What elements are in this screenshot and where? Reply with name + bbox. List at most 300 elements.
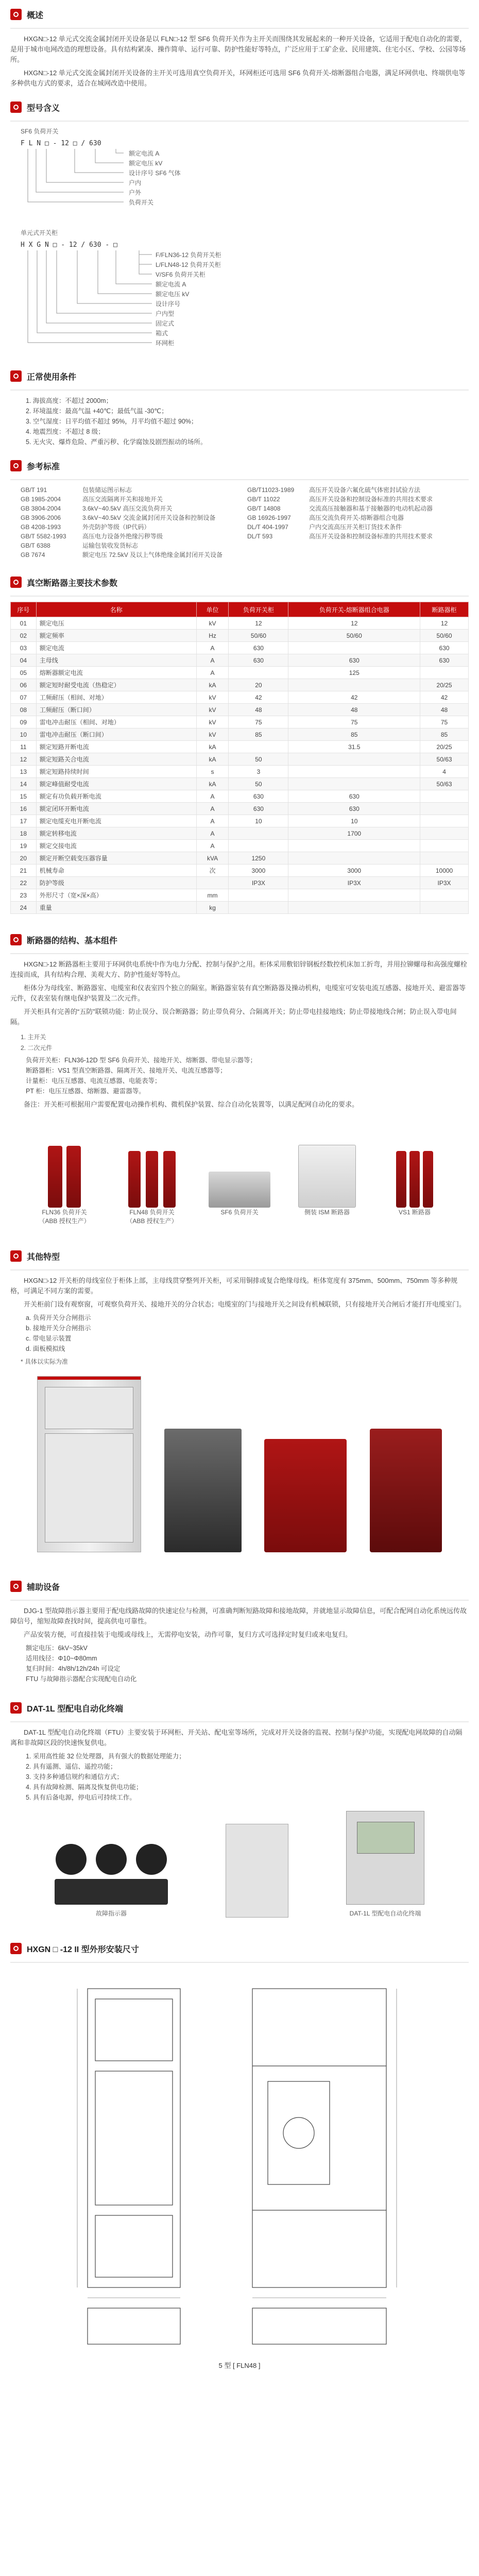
table-cell: 额定开断空载变压器容量: [36, 852, 196, 865]
standard-cell: GB/T 6388: [21, 542, 50, 549]
table-cell: 02: [11, 630, 37, 642]
table-cell: 75: [420, 716, 469, 728]
table-cell: 01: [11, 617, 37, 630]
table-row: [11, 889, 469, 902]
image-caption: DAT-1L 型配电自动化终端: [349, 1910, 421, 1917]
table-cell: 20: [11, 852, 37, 865]
table-cell: 重量: [36, 902, 196, 914]
table-cell: IP3X: [420, 877, 469, 889]
structure-item: 计量柜：电压互感器、电流互感器、电能表等；: [26, 1077, 161, 1084]
terminal-item: 4. 具有故障检测、隔离及恢复供电功能；: [26, 1784, 143, 1791]
image-caption: 故障指示器: [95, 1910, 127, 1917]
section-title: DAT-1L 型配电自动化终端: [27, 1704, 123, 1714]
table-cell: 14: [11, 778, 37, 790]
table-cell: [420, 840, 469, 852]
product-card: [113, 1125, 191, 1225]
table-cell: 630: [288, 654, 420, 667]
table-cell: 12: [229, 617, 288, 630]
table-cell: 次: [196, 865, 229, 877]
table-cell: 13: [11, 766, 37, 778]
structure-para-3: 开关柜具有完善的“五防”联锁功能：防止误分、误合断路器；防止带负荷分、合隔离开关；防止带电挂接地线；防止带接地线合闸；防止误入带电间隔。: [10, 1008, 457, 1026]
product-image: [288, 1125, 366, 1208]
table-row: [11, 766, 469, 778]
table-cell: 125: [288, 667, 420, 679]
table-cell: 额定峰值耐受电流: [36, 778, 196, 790]
model-line: 设计序号 SF6 气体: [129, 170, 181, 177]
table-cell: 50/60: [420, 630, 469, 642]
model-diagram-1: [21, 135, 469, 218]
model-line: 户外: [129, 189, 142, 196]
structure-para-2: 柜体分为母线室、断路器室、电缆室和仪表室四个独立的隔室。断路器室装有真空断路器及操动机构，电缆室可安装电流互感器、接地开关、避雷器等元件，仪表室装有继电保护装置及二次元件。: [10, 984, 466, 1002]
table-cell: s: [196, 766, 229, 778]
table-cell: 15: [11, 790, 37, 803]
special-para-1: HXGN□-12 开关柜的母线室位于柜体上部，主母线贯穿整列开关柜，可采用铜排或复合绝缘母线。柜体宽度有 375mm、500mm、750mm 等多种规格，可满足不同方案的需要。: [10, 1277, 458, 1295]
product-card: [26, 1125, 103, 1225]
table-cell: A: [196, 840, 229, 852]
standard-cell: 额定电压 72.5kV 及以上气体绝缘金属封闭开关设备: [82, 551, 223, 558]
section-tech-params: [0, 572, 479, 914]
dimension-drawing-svg: [21, 1968, 479, 2370]
special-item: d. 面板模拟线: [26, 1345, 65, 1352]
device-image: [264, 1439, 347, 1552]
table-row: [11, 877, 469, 889]
table-cell: 额定有功负载开断电流: [36, 790, 196, 803]
table-row: [11, 790, 469, 803]
terminal-para-1: DAT-1L 型配电自动化终端（FTU）主要安装于环网柜、开关站、配电室等场所，完成对开关设备的监视、控制与保护功能，实现配电网故障的自动隔离和非故障区段的快速恢复供电。: [10, 1728, 463, 1747]
section-icon: [10, 9, 22, 20]
table-cell: [420, 667, 469, 679]
table-cell: 额定电压: [36, 617, 196, 630]
table-row: [11, 840, 469, 852]
table-row: [11, 778, 469, 790]
table-row: [11, 902, 469, 914]
table-cell: [420, 803, 469, 815]
table-cell: 10: [229, 815, 288, 827]
table-cell: [229, 902, 288, 914]
table-cell: kA: [196, 679, 229, 691]
table-cell: 42: [288, 691, 420, 704]
model-line: 户内: [129, 179, 142, 187]
table-cell: kA: [196, 741, 229, 753]
section-conditions: [0, 366, 479, 447]
special-item: b. 接地开关分合闸指示: [26, 1325, 91, 1332]
model-line: V/SF6 负荷开关柜: [156, 271, 206, 278]
table-cell: 主母线: [36, 654, 196, 667]
table-cell: 50: [229, 753, 288, 766]
section-icon: [10, 1943, 22, 1954]
table-cell: 22: [11, 877, 37, 889]
table-cell: [420, 852, 469, 865]
model-line: 额定电流 A: [156, 281, 186, 288]
section-icon: [10, 1702, 22, 1714]
product-sub: （ABB 授权生产）: [126, 1217, 178, 1225]
model-subtitle-2: 单元式开关柜: [21, 229, 58, 236]
device-image: [164, 1429, 242, 1552]
standard-cell: 户内交流高压开关柜订货技术条件: [309, 523, 402, 531]
standard-cell: [309, 550, 469, 560]
model-code-1: F L N □ - 12 □ / 630: [21, 140, 101, 147]
table-cell: [420, 790, 469, 803]
table-row: [11, 704, 469, 716]
table-row: [11, 741, 469, 753]
table-cell: 630: [229, 654, 288, 667]
table-cell: 50/60: [229, 630, 288, 642]
table-cell: 20/25: [420, 679, 469, 691]
structure-item: PT 柜：电压互感器、熔断器、避雷器等。: [26, 1088, 145, 1095]
table-cell: [420, 827, 469, 840]
table-cell: 雷电冲击耐压（相间、对地）: [36, 716, 196, 728]
standard-cell: [309, 541, 469, 550]
product-gallery: [10, 1125, 469, 1225]
table-cell: kA: [196, 778, 229, 790]
product-image: [26, 1125, 103, 1208]
table-cell: A: [196, 667, 229, 679]
table-cell: 工频耐压（相间、对地）: [36, 691, 196, 704]
standard-cell: 3.6kV~40.5kV 交流金属封闭开关设备和控制设备: [82, 514, 216, 521]
table-cell: 24: [11, 902, 37, 914]
model-line: 额定电压 kV: [129, 160, 163, 167]
table-row: [11, 865, 469, 877]
section-title: 型号含义: [27, 104, 60, 113]
table-cell: kVA: [196, 852, 229, 865]
table-row: [11, 753, 469, 766]
section-icon: [10, 1250, 22, 1262]
table-cell: 48: [229, 704, 288, 716]
table-row: [11, 716, 469, 728]
product-name: 侧装 ISM 断路器: [304, 1209, 350, 1216]
product-name: FLN36 负荷开关: [42, 1209, 87, 1216]
table-cell: kV: [196, 704, 229, 716]
table-cell: IP3X: [229, 877, 288, 889]
table-cell: 额定电流: [36, 642, 196, 654]
table-cell: 50: [229, 778, 288, 790]
model-code-2: H X G N □ - 12 / 630 - □: [21, 241, 117, 249]
aux-item: 额定电压：6kV~35kV: [26, 1645, 88, 1652]
table-cell: 42: [420, 691, 469, 704]
table-cell: [229, 840, 288, 852]
special-item: a. 负荷开关分合闸指示: [26, 1314, 91, 1321]
model-line: 环网柜: [156, 340, 175, 347]
table-cell: [288, 852, 420, 865]
table-cell: 85: [288, 728, 420, 741]
table-cell: 85: [229, 728, 288, 741]
standard-cell: GB 3804-2004: [21, 505, 61, 512]
table-cell: 23: [11, 889, 37, 902]
table-cell: 42: [229, 691, 288, 704]
standard-cell: [247, 541, 304, 550]
model-diagram-2: [21, 237, 469, 361]
table-cell: 75: [229, 716, 288, 728]
section-icon: [10, 1581, 22, 1592]
aux-para-2: 产品安装方便，可直接挂装于电缆或母线上，无需停电安装，动作可靠，复归方式可选择定时复归或来电复归。: [24, 1631, 352, 1638]
table-cell: [420, 889, 469, 902]
standard-cell: GB 3906-2006: [21, 514, 61, 521]
section-icon: [10, 577, 22, 588]
table-cell: 外形尺寸（宽×深×高）: [36, 889, 196, 902]
table-cell: 85: [420, 728, 469, 741]
table-cell: 10: [288, 815, 420, 827]
table-cell: 17: [11, 815, 37, 827]
standards-grid: [21, 485, 469, 560]
drawing-caption: 5 型 [ FLN48 ]: [218, 2362, 261, 2369]
table-cell: kA: [196, 753, 229, 766]
table-header: 负荷开关-熔断器组合电器: [288, 602, 420, 617]
table-header: 名称: [36, 602, 196, 617]
table-cell: 额定短路关合电流: [36, 753, 196, 766]
table-cell: 12: [420, 617, 469, 630]
standard-cell: 外壳防护等级（IP代码）: [82, 523, 150, 531]
product-name: SF6 负荷开关: [220, 1209, 259, 1216]
table-cell: IP3X: [288, 877, 420, 889]
table-cell: 16: [11, 803, 37, 815]
table-cell: [420, 902, 469, 914]
product-name: FLN48 负荷开关: [129, 1209, 175, 1216]
table-cell: A: [196, 827, 229, 840]
terminal-item: 3. 支持多种通信规约和通信方式；: [26, 1773, 123, 1781]
table-row: [11, 642, 469, 654]
table-cell: A: [196, 815, 229, 827]
table-header: 序号: [11, 602, 37, 617]
section-dimensions: [0, 1938, 479, 2370]
table-cell: A: [196, 642, 229, 654]
condition-item: 3. 空气湿度：日平均值不超过 95%，月平均值不超过 90%；: [26, 418, 198, 425]
table-cell: [288, 766, 420, 778]
standard-cell: 高压交流负荷开关-熔断器组合电器: [309, 514, 404, 521]
table-cell: [229, 827, 288, 840]
table-cell: [288, 902, 420, 914]
table-cell: 20/25: [420, 741, 469, 753]
section-title: 其他特型: [27, 1252, 60, 1262]
table-row: [11, 667, 469, 679]
table-cell: kV: [196, 691, 229, 704]
table-cell: 630: [288, 790, 420, 803]
model-line: 负荷开关: [129, 199, 154, 206]
model-line: 额定电压 kV: [156, 291, 190, 298]
aux-para-1: DJG-1 型故障指示器主要用于配电线路故障的快速定位与检测，可准确判断短路故障和接地故障，并就地显示故障信息，可配合配网自动化系统远传故障信号，缩短故障查找时间，提高供电可靠性。: [10, 1607, 467, 1625]
table-cell: kV: [196, 716, 229, 728]
table-cell: 07: [11, 691, 37, 704]
standard-cell: GB 16926-1997: [247, 514, 291, 521]
table-cell: 12: [11, 753, 37, 766]
table-cell: 21: [11, 865, 37, 877]
table-cell: kg: [196, 902, 229, 914]
terminal-item: 5. 具有后备电源，停电后可持续工作。: [26, 1794, 136, 1801]
table-cell: 额定电缆充电开断电流: [36, 815, 196, 827]
table-row: [11, 827, 469, 840]
model-line: F/FLN36-12 负荷开关柜: [156, 251, 221, 259]
table-cell: 工频耐压（断口间）: [36, 704, 196, 716]
model-line: 固定式: [156, 320, 175, 327]
table-cell: A: [196, 790, 229, 803]
table-cell: 1250: [229, 852, 288, 865]
section-standards: [0, 455, 479, 560]
table-cell: [288, 679, 420, 691]
table-row: [11, 654, 469, 667]
section-overview: [0, 4, 479, 89]
table-row: [11, 815, 469, 827]
table-cell: 31.5: [288, 741, 420, 753]
section-terminal: [0, 1698, 479, 1928]
cabinet-gallery: [10, 1366, 469, 1563]
device-image: [370, 1429, 442, 1552]
table-cell: 04: [11, 654, 37, 667]
table-cell: 额定短路开断电流: [36, 741, 196, 753]
product-image: [113, 1125, 191, 1208]
table-cell: [229, 741, 288, 753]
table-row: [11, 691, 469, 704]
table-row: [11, 679, 469, 691]
table-row: [11, 728, 469, 741]
table-header: 负荷开关柜: [229, 602, 288, 617]
table-cell: 50/60: [288, 630, 420, 642]
table-cell: [420, 815, 469, 827]
table-cell: 48: [288, 704, 420, 716]
special-item: c. 带电显示装置: [26, 1335, 72, 1342]
structure-item: 断路器柜：VS1 型真空断路器、隔离开关、接地开关、电流互感器等；: [26, 1067, 227, 1074]
terminal-item: 2. 具有遥测、遥信、遥控功能；: [26, 1763, 117, 1770]
section-icon: [10, 101, 22, 113]
section-auxiliary: [0, 1576, 479, 1684]
table-cell: 10: [11, 728, 37, 741]
overview-para-2: HXGN□-12 单元式交流金属封闭开关设备的主开关可选用真空负荷开关，环网柜还可选用 SF6 负荷开关-熔断器组合电器，满足环网供电、终端供电等多种供电方式的要求，适合在城网改造中使用。: [10, 69, 466, 87]
table-cell: 630: [229, 790, 288, 803]
section-icon: [10, 370, 22, 382]
table-cell: 19: [11, 840, 37, 852]
terminal-gallery: [10, 1806, 469, 1928]
table-cell: 10000: [420, 865, 469, 877]
table-row: [11, 617, 469, 630]
standard-cell: GB/T 191: [21, 486, 47, 494]
product-card: [201, 1125, 278, 1225]
table-cell: 1700: [288, 827, 420, 840]
model-line: L/FLN48-12 负荷开关柜: [156, 261, 221, 268]
table-cell: [288, 889, 420, 902]
table-cell: Hz: [196, 630, 229, 642]
standard-cell: GB 1985-2004: [21, 496, 61, 503]
table-header: 单位: [196, 602, 229, 617]
table-cell: 额定短路持续时间: [36, 766, 196, 778]
product-image: [376, 1125, 453, 1208]
overview-para-1: HXGN□-12 单元式交流金属封闭开关设备是以 FLN□-12 型 SF6 负荷开关作为主开关而围绕其发展起来的一种开关设备，它适用于配电自动化的需要，是用于城市电网改造的理想设备。具有结构紧凑、操作简单、运行可靠、防护性能好等特点，广泛应用于工矿企业、民用建筑、住宅小区、学校、公园等场所。: [10, 35, 467, 63]
table-cell: 12: [288, 617, 420, 630]
table-cell: 额定频率: [36, 630, 196, 642]
product-name: VS1 断路器: [398, 1209, 431, 1216]
table-cell: [288, 840, 420, 852]
table-cell: [196, 877, 229, 889]
standard-cell: GB/T 5582-1993: [21, 533, 66, 540]
condition-item: 4. 地震烈度：不超过 8 级；: [26, 428, 105, 435]
table-cell: 额定交接电流: [36, 840, 196, 852]
table-cell: 630: [420, 654, 469, 667]
section-title: 参考标准: [27, 462, 60, 471]
table-cell: 50/63: [420, 778, 469, 790]
section-structure: [0, 929, 479, 1225]
special-note: * 具体以实际为准: [21, 1358, 69, 1365]
product-card: [376, 1125, 453, 1225]
section-title: 真空断路器主要技术参数: [27, 579, 118, 588]
structure-label-b: 2. 二次元件: [21, 1044, 53, 1052]
table-cell: 额定闭环开断电流: [36, 803, 196, 815]
table-cell: A: [196, 803, 229, 815]
section-icon: [10, 460, 22, 471]
condition-item: 5. 无火灾、爆炸危险、严重污秽、化学腐蚀及剧烈振动的场所。: [26, 438, 207, 446]
structure-label-a: 1. 主开关: [21, 1033, 46, 1041]
section-icon: [10, 934, 22, 945]
model-subtitle-1: SF6 负荷开关: [21, 128, 59, 135]
device-image: [346, 1811, 424, 1918]
section-special: [0, 1246, 479, 1563]
standard-cell: 交流高压接触器和基于接触器的电动机起动器: [309, 505, 433, 512]
table-cell: 18: [11, 827, 37, 840]
product-image: [201, 1125, 278, 1208]
section-title: 辅助设备: [27, 1583, 60, 1592]
aux-item: 适用线径：Φ10~Φ80mm: [26, 1655, 97, 1662]
standard-cell: GB/T 11022: [247, 496, 280, 503]
model-line: 额定电流 A: [129, 150, 160, 157]
table-cell: 75: [288, 716, 420, 728]
device-image: [226, 1824, 288, 1918]
table-cell: 防护等级: [36, 877, 196, 889]
table-cell: [288, 642, 420, 654]
table-cell: 20: [229, 679, 288, 691]
section-model: [0, 97, 479, 361]
table-cell: kV: [196, 617, 229, 630]
table-cell: A: [196, 654, 229, 667]
standard-cell: GB/T 14808: [247, 505, 281, 512]
dimension-drawing: [21, 1968, 458, 2370]
special-para-2: 开关柜前门设有观察窗，可观察负荷开关、接地开关的分合状态；电缆室的门与接地开关之间设有机械联锁，只有接地开关合闸后才能打开电缆室门。: [24, 1300, 466, 1308]
terminal-item: 1. 采用高性能 32 位处理器，具有强大的数据处理能力；: [26, 1753, 185, 1760]
section-title: 断路器的结构、基本组件: [27, 936, 118, 945]
standard-cell: 运输包装收发货标志: [82, 542, 139, 549]
model-line: 设计序号: [156, 300, 181, 308]
table-cell: kV: [196, 728, 229, 741]
table-cell: [229, 667, 288, 679]
table-cell: 11: [11, 741, 37, 753]
table-cell: 06: [11, 679, 37, 691]
table-row: [11, 852, 469, 865]
standard-cell: 高压开关设备六氟化硫气体密封试验方法: [309, 486, 421, 494]
table-cell: 3000: [229, 865, 288, 877]
table-cell: 48: [420, 704, 469, 716]
table-cell: 3: [229, 766, 288, 778]
table-cell: 额定转移电流: [36, 827, 196, 840]
table-cell: 4: [420, 766, 469, 778]
standard-cell: GB 4208-1993: [21, 523, 61, 531]
device-image: [55, 1844, 168, 1918]
standard-cell: GB/T11023-1989: [247, 486, 295, 494]
table-cell: 09: [11, 716, 37, 728]
structure-para-4: 备注：开关柜可根据用户需要配置电动操作机构、微机保护装置、综合自动化装置等，以满足配网自动化的要求。: [24, 1100, 359, 1108]
standard-cell: 高压开关设备和控制设备标准的共用技术要求: [309, 496, 433, 503]
standard-cell: GB 7674: [21, 551, 45, 558]
table-cell: 雷电冲击耐压（断口间）: [36, 728, 196, 741]
table-cell: [229, 889, 288, 902]
structure-item: 负荷开关柜：FLN36-12D 型 SF6 负荷开关、接地开关、熔断器、带电显示器等；: [26, 1057, 256, 1064]
product-sub: （ABB 授权生产）: [39, 1217, 90, 1225]
table-cell: 50/63: [420, 753, 469, 766]
standard-cell: 3.6kV~40.5kV 高压交流负荷开关: [82, 505, 173, 512]
condition-item: 2. 环境温度：最高气温 +40℃；最低气温 -30℃；: [26, 408, 168, 415]
condition-item: 1. 海拔高度：不超过 2000m；: [26, 397, 113, 404]
standard-cell: 包装储运图示标志: [82, 486, 132, 494]
table-cell: 630: [229, 803, 288, 815]
model-diagram-lines-2: [26, 248, 160, 367]
table-cell: mm: [196, 889, 229, 902]
table-cell: [288, 778, 420, 790]
standard-cell: 高压电力设备外绝缘污秽等级: [82, 533, 163, 540]
table-header: 断路器柜: [420, 602, 469, 617]
